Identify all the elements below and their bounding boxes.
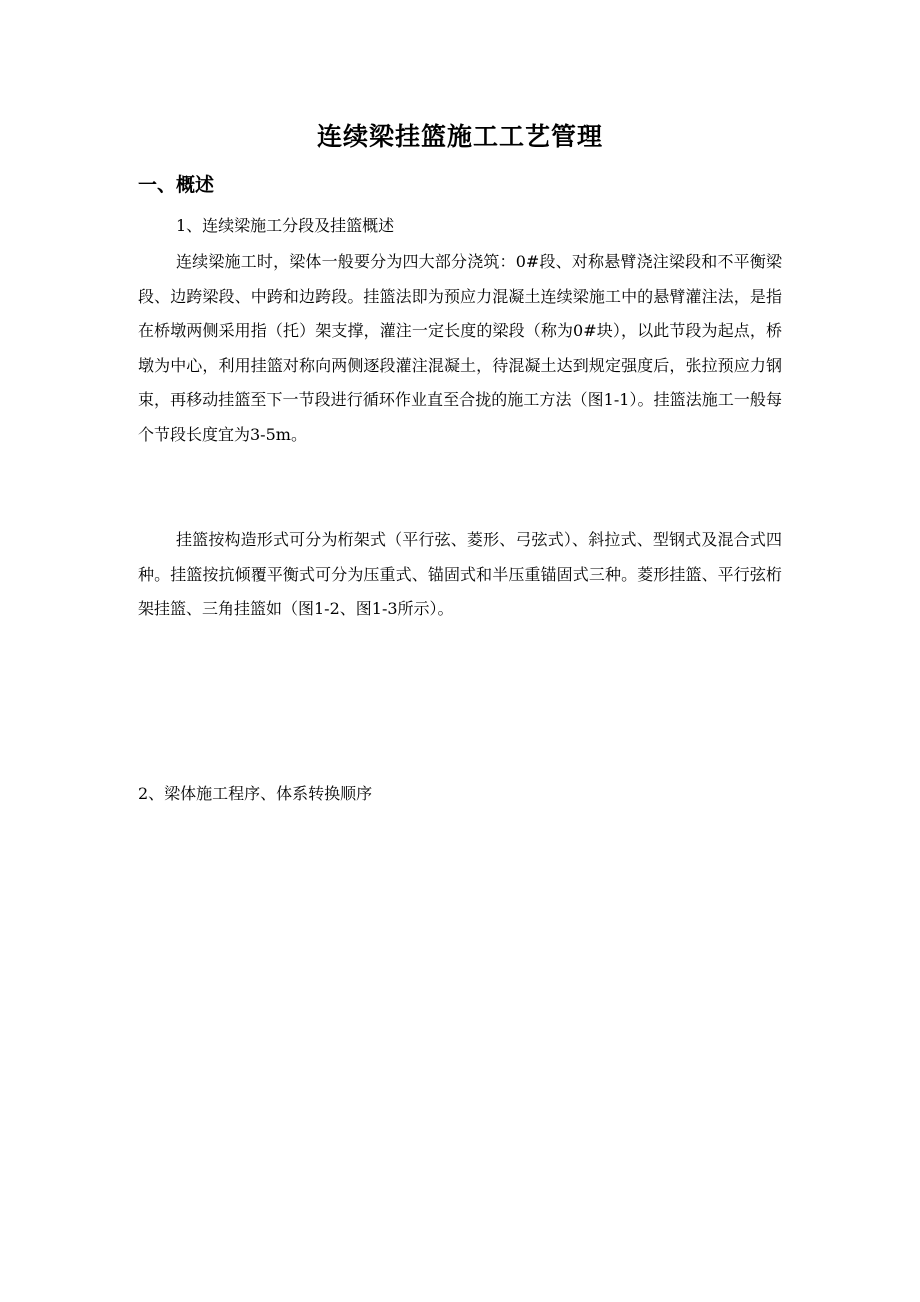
page-title: 连续梁挂篮施工工艺管理 [316,122,603,151]
subsection-heading-2: 2、梁体施工程序、体系转换顺序 [138,784,373,803]
paragraph-2: 挂篮按构造形式可分为桁架式（平行弦、菱形、弓弦式）、斜拉式、型钢式及混合式四种。挂篮按抗倾覆平衡式可分为压重式、锚固式和半压重锚固式三种。菱形挂篮、平行弦桁架挂篮、三角挂篮如（图1-2、图1-3所示）。 [138,530,782,618]
paragraph-1: 连续梁施工时，梁体一般要分为四大部分浇筑：0#段、对称悬臂浇注梁段和不平衡梁段、边跨梁段、中跨和边跨段。挂篮法即为预应力混凝土连续梁施工中的悬臂灌注法，是指在桥墩两侧采用指（托）架支撑，灌注一定长度的梁段（称为0#块），以此节段为起点，桥墩为中心，利用挂篮对称向两侧逐段灌注混凝土，待混凝土达到规定强度后，张拉预应力钢束，再移动挂篮至下一节段进行循环作业直至合拢的施工方法（图1-1）。挂篮法施工一般每个节段长度宜为3-5m。 [138,252,782,444]
subsection-heading-1: 1、连续梁施工分段及挂篮概述 [176,216,395,235]
section-heading: 一、概述 [138,174,215,196]
